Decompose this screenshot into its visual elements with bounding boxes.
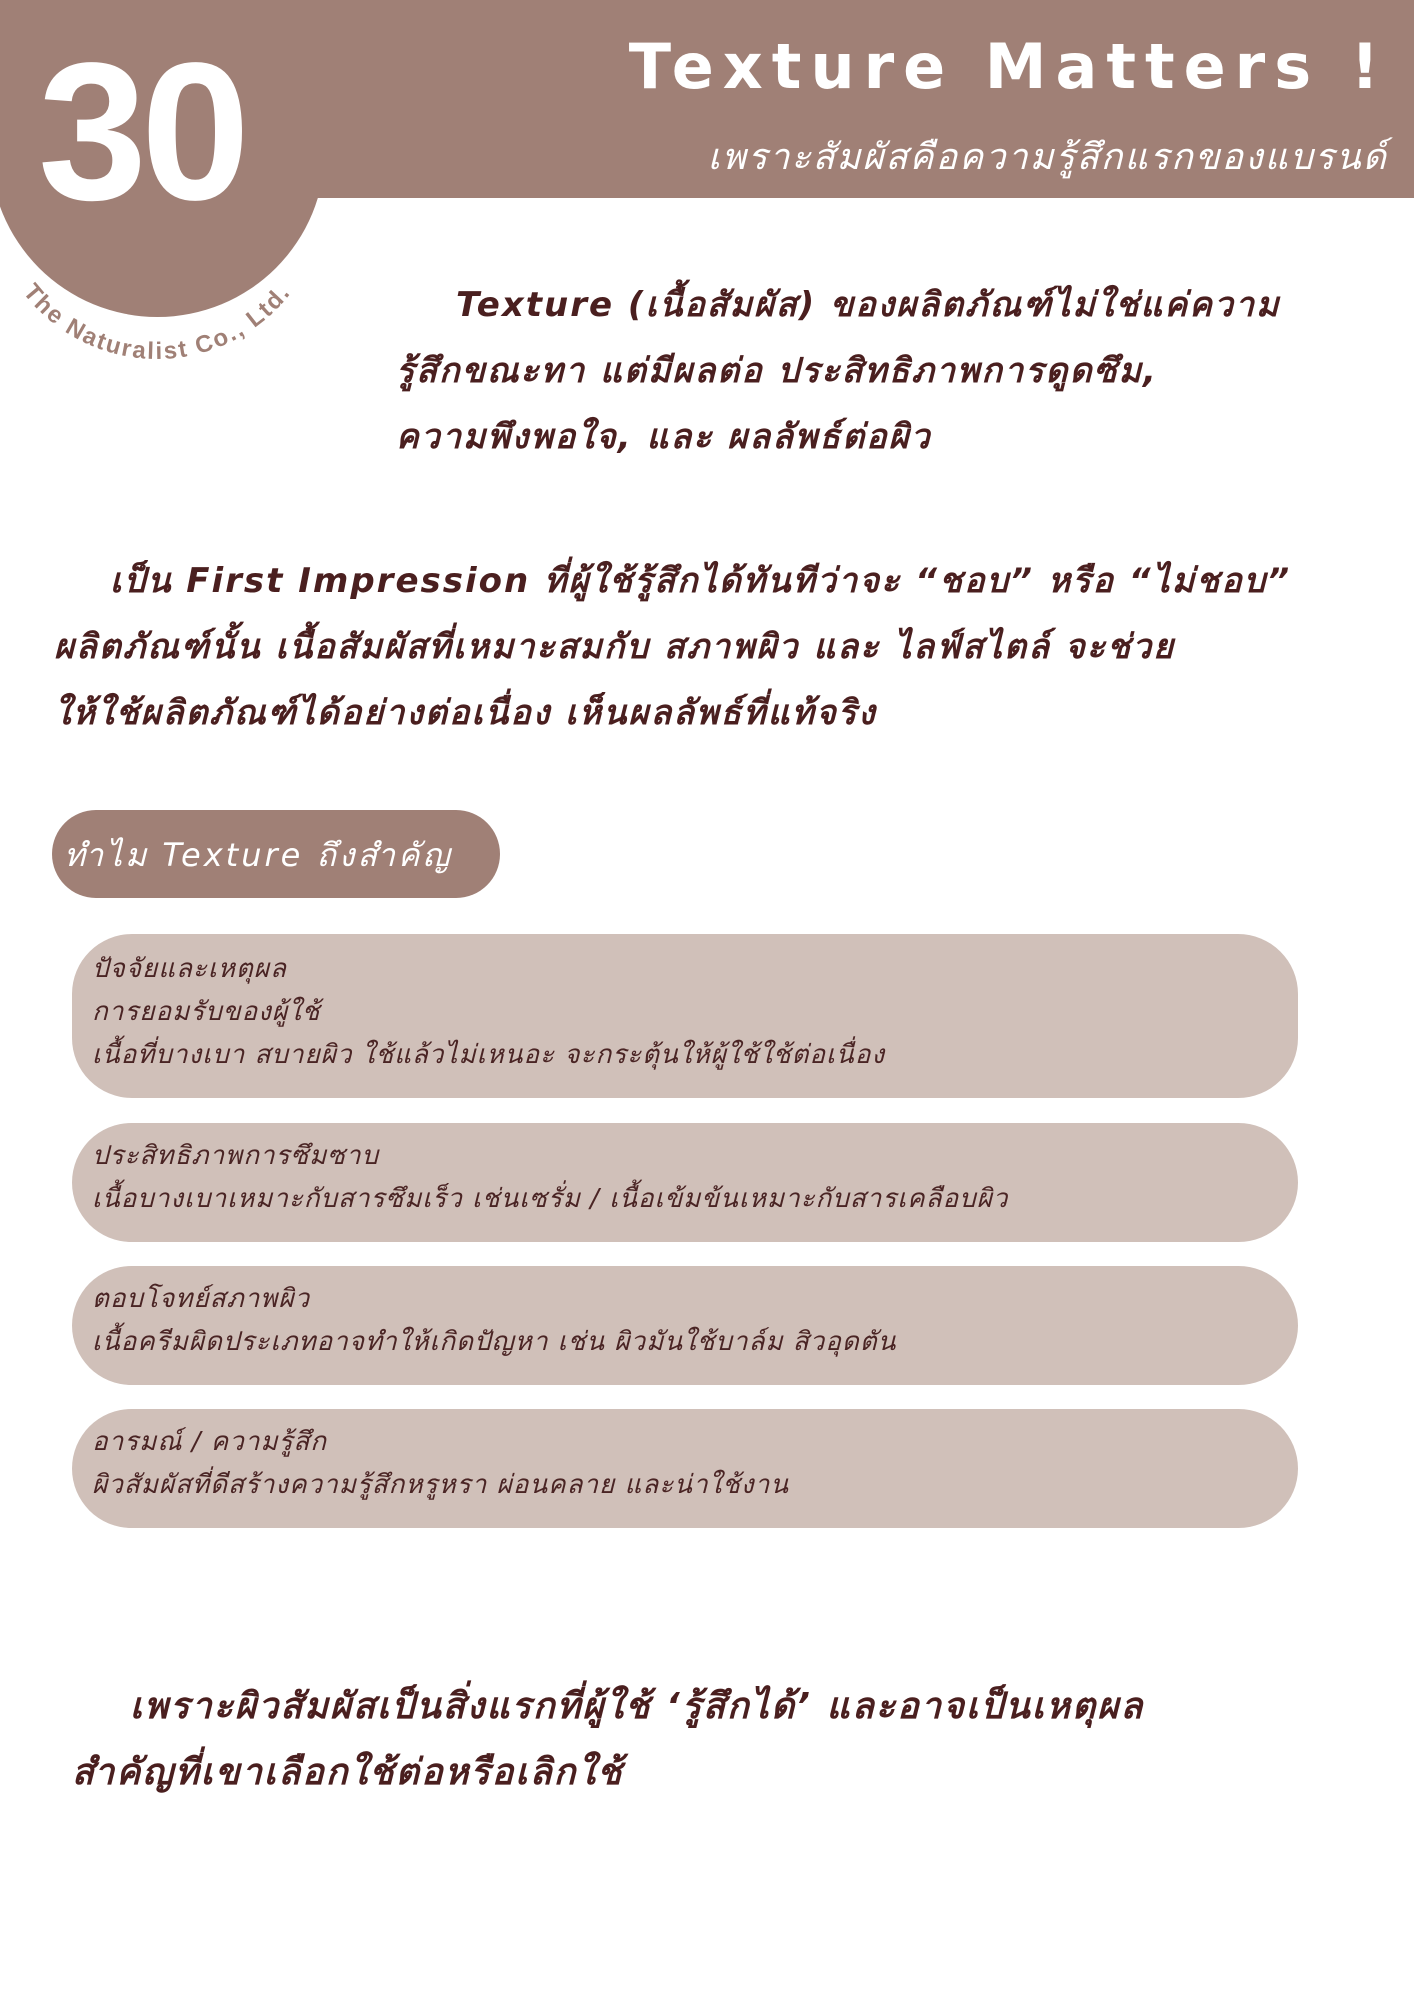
closing-line: เพราะผิวสัมผัสเป็นสิ่งแรกที่ผู้ใช้ ‘รู้สึกได้’ และอาจเป็นเหตุผล (130, 1686, 1145, 1727)
brand-name: The Naturalist Co., Ltd. (17, 278, 297, 366)
intro-line: เป็น First Impression ที่ผู้ใช้รู้สึกได้ทันทีว่าจะ “ชอบ” หรือ “ไม่ชอบ” (110, 561, 1292, 601)
lead-paragraph (396, 272, 1376, 470)
intro-line: ผลิตภัณฑ์นั้น เนื้อสัมผัสที่เหมาะสมกับ สภาพผิว และ ไลฟ์สไตล์ จะช่วย (54, 627, 1176, 667)
closing-paragraph (72, 1674, 1372, 1806)
svg-text:The Naturalist Co., Ltd. (18, 279, 296, 365)
page-subtitle: เพราะสัมผัสคือความรู้สึกแรกของแบรนด์ (707, 137, 1388, 178)
card-title: ตอบโจทย์สภาพผิว (92, 1284, 311, 1314)
card-text: เนื้อที่บางเบา สบายผิว ใช้แล้วไม่เหนอะ จะกระตุ้นให้ผู้ใช้ใช้ต่อเนื่อง (92, 1040, 886, 1070)
page-title: Texture Matters ! (628, 30, 1388, 103)
closing-line: สำคัญที่เขาเลือกใช้ต่อหรือเลิกใช้ (72, 1752, 624, 1793)
intro-line: ให้ใช้ผลิตภัณฑ์ได้อย่างต่อเนื่อง เห็นผลลัพธ์ที่แท้จริง (54, 693, 877, 733)
factor-card (72, 934, 1298, 1098)
card-title: การยอมรับของผู้ใช้ (92, 997, 321, 1027)
intro-paragraph (54, 548, 1384, 746)
section-heading: ทำไม Texture ถึงสำคัญ (64, 836, 453, 874)
brand-arc-text (0, 0, 330, 380)
lead-line: Texture (เนื้อสัมผัส) ของผลิตภัณฑ์ไม่ใช่แค่ความ (456, 285, 1281, 325)
badge-number: 30 (38, 22, 245, 241)
card-text: เนื้อครีมผิดประเภทอาจทำให้เกิดปัญหา เช่น ผิวมันใช้บาล์ม สิวอุดตัน (92, 1327, 897, 1357)
card-text: ผิวสัมผัสที่ดีสร้างความรู้สึกหรูหรา ผ่อนคลาย และน่าใช้งาน (92, 1470, 789, 1500)
section-heading-pill (52, 810, 500, 898)
lead-line: รู้สึกขณะทา แต่มีผลต่อ ประสิทธิภาพการดูดซึม, (396, 351, 1158, 391)
factor-card (72, 1409, 1298, 1528)
card-title: ประสิทธิภาพการซึมซาบ (92, 1141, 380, 1171)
card-column-header: ปัจจัยและเหตุผล (92, 954, 287, 984)
lead-line: ความพึงพอใจ, และ ผลลัพธ์ต่อผิว (396, 417, 932, 457)
card-text: เนื้อบางเบาเหมาะกับสารซึมเร็ว เช่นเซรั่ม / เนื้อเข้มข้นเหมาะกับสารเคลือบผิว (92, 1184, 1009, 1214)
factor-card (72, 1266, 1298, 1385)
card-title: อารมณ์ / ความรู้สึก (92, 1427, 328, 1457)
factor-card (72, 1123, 1298, 1242)
